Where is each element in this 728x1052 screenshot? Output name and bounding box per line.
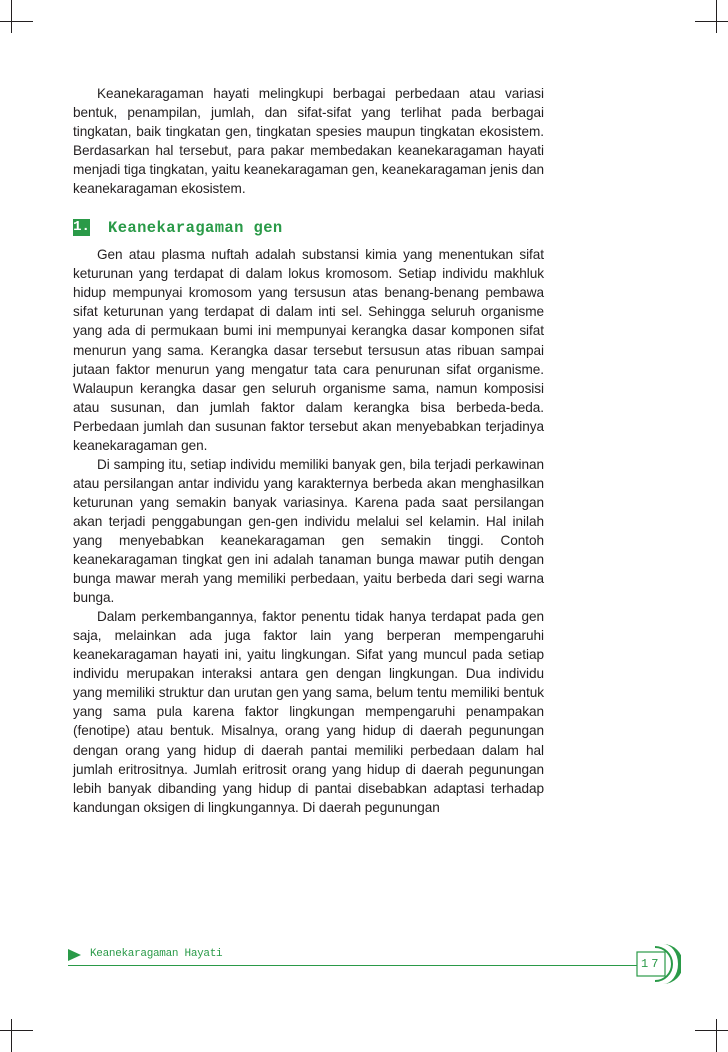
intro-paragraph: Keanekaragaman hayati melingkupi berbagai perbedaan atau variasi bentuk, penampilan, jumlah, dan sifat-sifat yang terlihat pada berbagai tingkatan, baik tingkatan gen, tingkatan spesies maupun tingkatan ekosistem. Berdasarkan hal tersebut, para pakar membedakan keanekaragaman hayati menjadi tiga tingkatan, yaitu keanekaragaman gen, keanekaragaman jenis dan keanekaragaman ekosistem.: [73, 86, 544, 197]
crop-mark-bottom-right-h: [695, 1030, 728, 1031]
footer-rule: [68, 965, 638, 966]
crop-mark-bottom-right-v: [716, 1019, 717, 1052]
section-paragraph-3: Dalam perkembangannya, faktor penentu tidak hanya terdapat pada gen saja, melainkan ada juga faktor lain yang berperan mempengaruhi keanekaragaman hayati ini, yaitu lingkungan. Sifat yang muncul pada setiap individu merupakan interaksi antara gen dengan lingkungan. Dua individu yang memiliki struktur dan urutan gen yang sama, belum tentu memiliki bentuk yang sama pula karena faktor lingkungan mempengaruhi penampakan (fenotipe) atau bentuk. Misalnya, orang yang hidup di daerah pegunungan dengan orang yang hidup di daerah pantai memiliki perbedaan dalam hal jumlah eritrositnya. Jumlah eritrosit orang yang hidup di daerah pegunungan lebih banyak dibanding yang hidup di pantai disebabkan adaptasi terhadap kandungan oksigen di lingkungannya. Di daerah pegunungan: [73, 609, 544, 815]
section-title: Keanekaragaman gen: [108, 219, 283, 238]
section-paragraph-2: Di samping itu, setiap individu memiliki banyak gen, bila terjadi perkawinan atau persilangan antar individu yang karakternya berbeda akan menghasilkan keturunan yang semakin banyak variasinya. Karena pada saat persilangan akan terjadi penggabungan gen-gen individu melalui sel kelamin. Hal inilah yang menyebabkan keanekaragaman gen semakin tinggi. Contoh keanekaragaman tingkat gen ini adalah tanaman bunga mawar putih dengan bunga mawar merah yang memiliki perbedaan, yaitu berbeda dari segi warna bunga.: [73, 456, 544, 606]
section-heading: [73, 218, 544, 238]
crop-mark-bottom-left-h: [0, 1030, 33, 1031]
running-title: Keanekaragaman Hayati: [90, 948, 223, 960]
crop-mark-top-right-v: [716, 0, 717, 33]
page-body: [73, 84, 544, 817]
section-number-badge: 1.: [73, 219, 90, 236]
section-paragraph-1: Gen atau plasma nuftah adalah substansi kimia yang menentukan sifat keturunan yang terdapat di dalam lokus kromosom. Setiap individu makhluk hidup mempunyai kromosom yang tersusun atas benang-benang pembawa sifat keturunan yang terdapat di dalam inti sel. Sehingga seluruh organisme yang ada di permukaan bumi ini mempunyai kerangka dasar komponen sifat menurun yang sama. Kerangka dasar tersebut tersusun atas ribuan sampai jutaan faktor menurun yang mengatur tata cara penurunan sifat organisme. Walaupun kerangka dasar gen seluruh organisme sama, namun komposisi atau susunan, dan jumlah faktor dalam kerangka bisa berbeda-beda. Perbedaan jumlah dan susunan faktor tersebut akan menyebabkan terjadinya keanekaragaman gen.: [73, 247, 544, 453]
crop-mark-top-left-v: [11, 0, 12, 33]
arrow-right-icon: [68, 949, 81, 961]
page-number: 17: [641, 957, 662, 971]
page-footer: [68, 946, 638, 966]
crop-mark-top-right-h: [695, 21, 728, 22]
crop-mark-top-left-h: [0, 21, 33, 22]
crop-mark-bottom-left-v: [11, 1019, 12, 1052]
